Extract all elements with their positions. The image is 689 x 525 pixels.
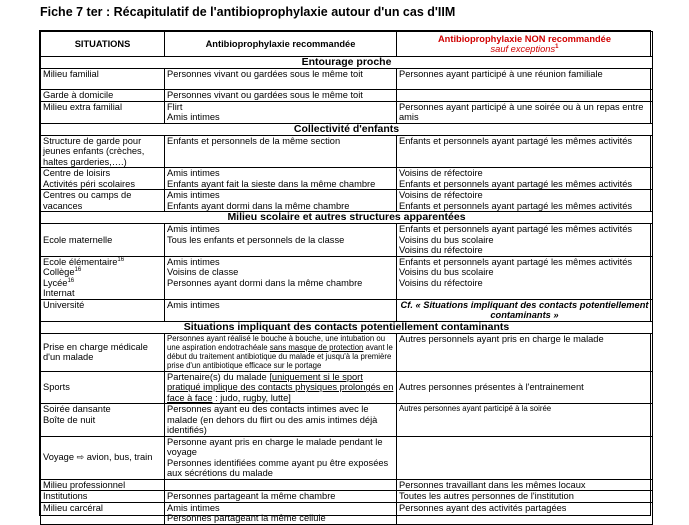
situation-cell	[41, 404, 165, 437]
cell-line: Enfants et personnels ayant partagé les mêmes activités	[399, 256, 633, 267]
cell-line: Flirt	[167, 101, 183, 112]
situation-cell: Milieu professionnel	[41, 479, 165, 491]
cell-line: Internat	[43, 288, 75, 298]
footnote-ref: 16	[74, 266, 82, 273]
not-recommended-cell: Autres personnes ayant participé à la soirée	[397, 404, 653, 437]
cell-line: Personnes ayant dormi dans la même chambre	[167, 277, 363, 288]
table-row	[41, 479, 653, 491]
cell-line: Enfants ayant dormi dans la même chambre	[167, 200, 350, 211]
not-recommended-cell	[397, 224, 653, 257]
not-recommended-cell: Personnes travaillant dans les mêmes locaux	[397, 479, 653, 491]
table-row	[41, 299, 653, 321]
cell-line: Boîte de nuit	[43, 414, 96, 425]
cell-line: Amis intimes	[167, 112, 220, 122]
cell-line: Voisins du réfectoire	[399, 245, 483, 255]
cell-text: Collège	[43, 267, 75, 277]
recommended-cell	[165, 371, 397, 404]
cell-line: Voisins du bus scolaire	[399, 267, 494, 277]
not-recommended-cell: Autres personnes présentes à l'entrainement	[397, 371, 653, 404]
cell-line: Amis intimes	[167, 256, 220, 267]
situation-cell: Centres ou camps de vacances	[41, 190, 165, 212]
situation-cell: Milieu carcéral	[41, 502, 165, 524]
table-row	[41, 168, 653, 190]
recommended-cell	[165, 479, 397, 491]
table-row	[41, 69, 653, 90]
not-recommended-cell: Toutes les autres personnes de l'institution	[397, 491, 653, 503]
recommended-cell	[165, 168, 397, 190]
recommended-cell: Enfants et personnels de la même section	[165, 135, 397, 168]
cell-line: Voisins de réfectoire	[399, 168, 483, 178]
cell-line: Enfants ayant fait la sieste dans la même chambre	[167, 178, 376, 189]
table-row	[41, 224, 653, 257]
cell-line: Voisins de classe	[167, 267, 239, 277]
cell-line: Enfants et personnels ayant partagé les mêmes activités	[399, 224, 633, 234]
situation-cell: Ecole maternelle	[41, 224, 165, 257]
not-recommended-cell	[397, 436, 653, 479]
recommended-cell: Personnes vivant ou gardées sous le même toit	[165, 90, 397, 102]
table-row	[41, 371, 653, 404]
table-row	[41, 256, 653, 299]
table-row	[41, 101, 653, 123]
table-row	[41, 491, 653, 503]
prophylaxis-table-frame	[39, 30, 651, 524]
table-row	[41, 436, 653, 479]
recommended-cell	[165, 502, 397, 524]
situation-cell: Milieu familial	[41, 69, 165, 90]
recommended-cell: Personnes vivant ou gardées sous le même toit	[165, 69, 397, 90]
table-row	[41, 333, 653, 371]
not-recommended-cell: Personnes ayant participé à une soirée ou à un repas entre amis	[397, 101, 653, 123]
cell-text-underlined: [uniquement si le sport pratiqué implique des contacts physiques prolongés en face à face	[167, 371, 394, 403]
cell-line: Voisins du bus scolaire	[399, 234, 494, 245]
prophylaxis-table	[40, 31, 653, 525]
recommended-cell	[165, 190, 397, 212]
not-recommended-cell	[397, 90, 653, 102]
cell-line: Amis intimes	[167, 224, 220, 234]
situation-cell: Structure de garde pour jeunes enfants (crèches, haltes garderies,….)	[41, 135, 165, 168]
cell-text: : judo, rugby, lutte]	[212, 392, 291, 403]
not-recommended-cell	[397, 190, 653, 212]
table-row	[41, 404, 653, 437]
situation-cell	[41, 168, 165, 190]
header-recommended: Antibioprophylaxie recommandée	[165, 32, 397, 57]
cell-line: Voisins du réfectoire	[399, 277, 483, 288]
arrow-right-icon: ⇨	[76, 452, 85, 463]
cell-line: Personne ayant pris en charge le malade pendant le voyage	[167, 436, 383, 458]
header-row	[41, 32, 653, 57]
situation-cell: Sports	[41, 371, 165, 404]
situation-cell	[41, 436, 165, 479]
header-exceptions: sauf exceptions	[490, 44, 556, 54]
table-row	[41, 502, 653, 524]
cell-line	[43, 267, 162, 278]
situation-cell: Garde à domicile	[41, 90, 165, 102]
section-collectivite: Collectivité d'enfants	[41, 123, 653, 135]
cell-line: Personnes identifiées comme ayant pu être exposées aux sécrétions du malade	[167, 457, 389, 479]
situation-cell	[41, 256, 165, 299]
cell-line	[43, 257, 162, 268]
situation-cell: Prise en charge médicale d'un malade	[41, 333, 165, 371]
cell-line: Amis intimes	[167, 190, 220, 200]
document-title: Fiche 7 ter : Récapitulatif de l'antibioprophylaxie autour d'un cas d'IIM	[40, 5, 456, 19]
cell-text: avion, bus, train	[84, 452, 153, 463]
section-contamination: Situations impliquant des contacts potentiellement contaminants	[41, 321, 653, 333]
table-row	[41, 190, 653, 212]
cell-text: avant le début du traitement antibiotique du malade et jusqu'à la première prise d'un antibiotique efficace sur le portage	[167, 342, 393, 371]
recommended-cell	[165, 101, 397, 123]
not-recommended-cell: Personnes ayant participé à une réunion familiale	[397, 69, 653, 90]
cell-line: Enfants et personnels ayant partagé les mêmes activités	[399, 178, 633, 189]
header-situations: SITUATIONS	[41, 32, 165, 57]
not-recommended-cell	[397, 168, 653, 190]
cell-line: Soirée dansante	[43, 404, 111, 415]
recommended-cell: Personnes ayant eu des contacts intimes avec le malade (en dehors du flirt ou des amis intimes déjà identifiés)	[165, 404, 397, 437]
situation-cell: Milieu extra familial	[41, 101, 165, 123]
header-not-recommended-label: Antibioprophylaxie NON recommandée	[437, 33, 612, 44]
recommended-cell	[165, 436, 397, 479]
not-recommended-cell: Autres personnels ayant pris en charge le malade	[397, 333, 653, 371]
recommended-cell	[165, 224, 397, 257]
cell-line: Amis intimes	[167, 168, 220, 178]
cell-text: Lycée	[43, 277, 68, 288]
cell-text: Partenaire(s) du malade	[167, 371, 270, 382]
cell-text: Ecole élémentaire	[43, 256, 118, 267]
cell-line: Centre de loisirs	[43, 168, 111, 178]
cell-text: Personnes ayant réalisé le bouche à bouche, une intubation ou une aspiration endotrachéale	[167, 333, 386, 352]
cell-text-underlined: sans masque de protection	[269, 342, 364, 352]
situation-cell: Université	[41, 299, 165, 321]
section-entourage: Entourage proche	[41, 57, 653, 69]
cell-line: Tous les enfants et personnels de la classe	[167, 234, 345, 245]
header-not-recommended	[397, 32, 653, 57]
cell-line	[43, 278, 162, 289]
recommended-cell: Personnes partageant la même chambre	[165, 491, 397, 503]
footnote-ref: 16	[67, 277, 75, 284]
cell-line: Personnes partageant la même cellule	[167, 513, 326, 524]
not-recommended-cell: Enfants et personnels ayant partagé les mêmes activités	[397, 135, 653, 168]
header-exceptions-note: 1	[555, 43, 559, 50]
footnote-ref: 16	[117, 256, 125, 263]
cell-line: Voisins de réfectoire	[399, 190, 483, 200]
recommended-cell	[165, 333, 397, 371]
not-recommended-cell	[397, 256, 653, 299]
recommended-cell: Amis intimes	[165, 299, 397, 321]
not-recommended-cell: Personnes ayant des activités partagées	[397, 502, 653, 524]
recommended-cell	[165, 256, 397, 299]
cross-reference-cell: Cf. « Situations impliquant des contacts potentiellement contaminants »	[397, 299, 653, 321]
cell-text: Voyage	[43, 452, 77, 463]
situation-cell: Institutions	[41, 491, 165, 503]
cell-line: Enfants et personnels ayant partagé les mêmes activités	[399, 200, 633, 211]
cell-line: Activités péri scolaires	[43, 178, 135, 189]
table-row	[41, 90, 653, 102]
table-row	[41, 135, 653, 168]
cell-line: Amis intimes	[167, 502, 220, 513]
section-scolaire: Milieu scolaire et autres structures apparentées	[41, 212, 653, 224]
